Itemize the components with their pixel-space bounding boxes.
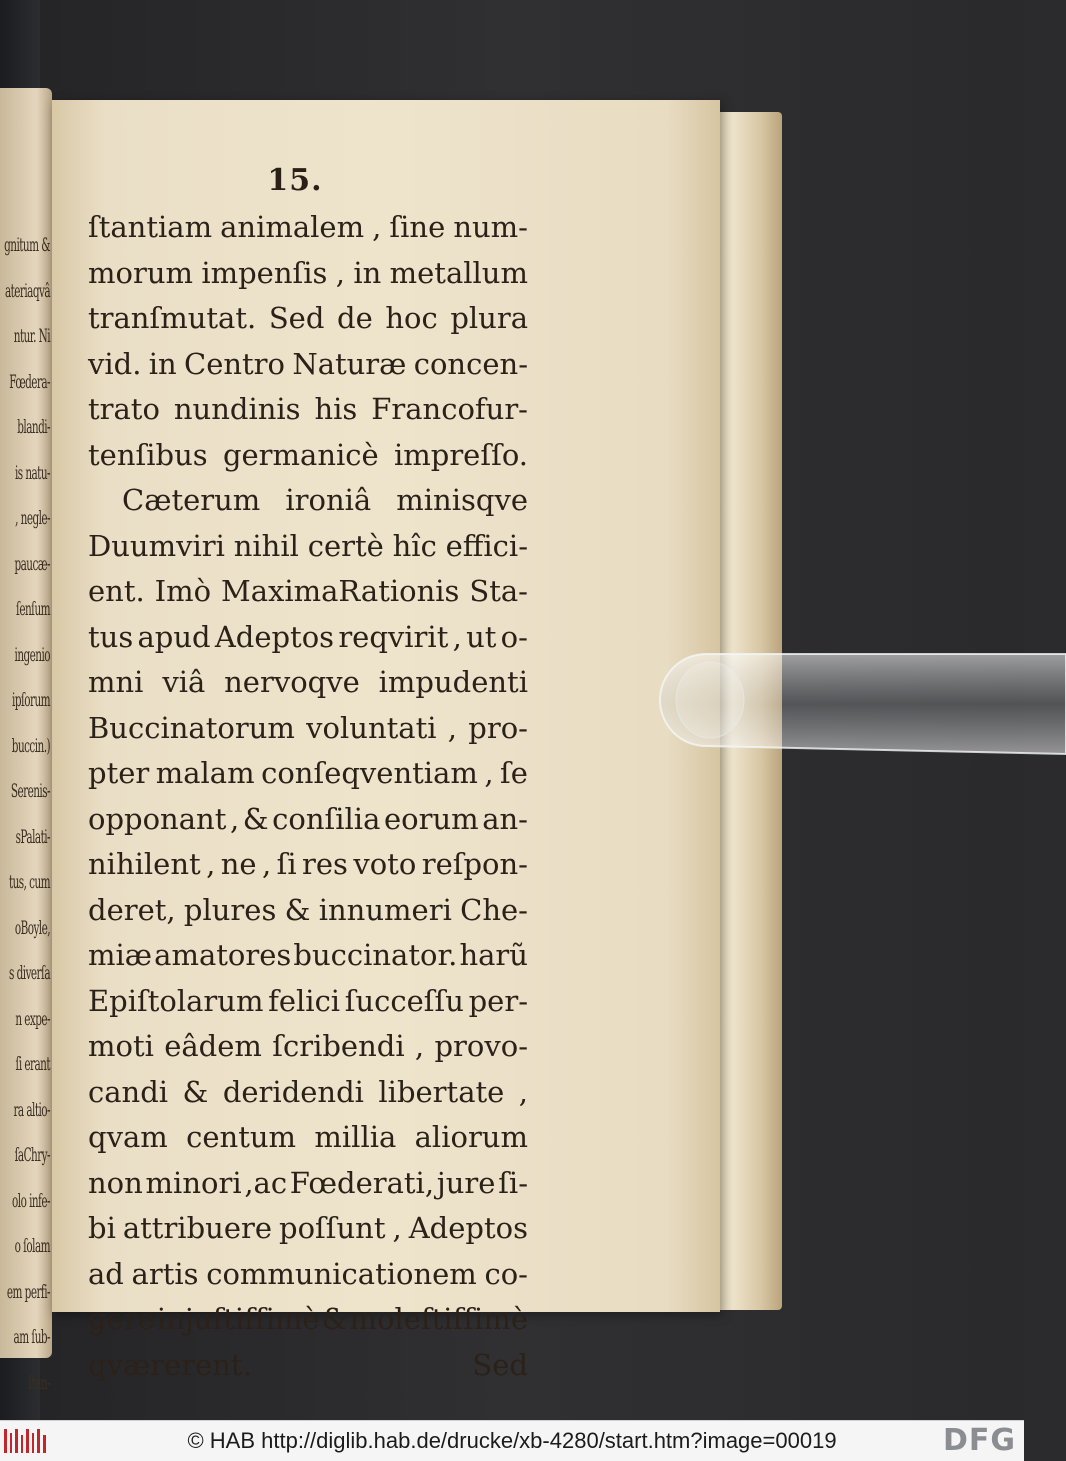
word: injuſtiſſimè [156,1302,320,1336]
word: harũ [459,938,528,972]
word: , [392,1211,402,1245]
word: attribuere [122,1211,273,1245]
word: , [414,1029,425,1063]
word: ſe [500,756,528,790]
word: provo- [434,1029,528,1063]
word: Epiſtolarum [88,983,264,1018]
left-page-line: olo infe- [12,1189,50,1212]
word: , [206,847,216,881]
word: reſpon- [421,847,528,881]
text-line-content [88,979,528,1025]
word: buccinator. [293,938,458,972]
word: MaximaRationis [221,574,460,608]
left-page-line: ipſorum [12,689,51,711]
word: jure [436,1165,496,1200]
text-line [88,433,528,479]
word: centum [186,1120,297,1154]
word: non [88,1165,143,1200]
word: poſſunt [279,1211,386,1245]
left-page-line: o ſolam [14,1235,50,1257]
word: tranſmutat. [88,301,257,335]
left-page-line: ntur. Ni [13,325,50,347]
word: ſi- [498,1165,528,1200]
text-line-content [88,205,528,251]
word: malam [155,756,255,790]
text-line [88,842,528,888]
word: ſi [276,847,297,881]
left-page-line: , negle- [15,507,50,529]
text-line-content [88,842,528,888]
word: nihil [233,528,299,563]
word: Buccinatorum [88,710,295,745]
text-line-content [88,251,528,297]
text-line-content [88,706,528,752]
word: Centro [184,346,286,381]
text-line [88,1297,528,1343]
text-line-content [88,433,528,479]
left-page-line: blandi- [17,416,50,438]
word: Duumviri [88,528,225,563]
left-page-line: is natu- [14,461,51,484]
word: minori [145,1165,242,1200]
word: Adeptos [408,1211,528,1245]
word: in [148,346,177,381]
text-line [88,1161,528,1207]
left-page-line: Serenis- [10,780,51,802]
word: eorum [383,801,479,836]
word: ent. [88,574,145,608]
left-page-line: oBoyle, [14,916,50,939]
word: amatores [154,938,292,972]
word: voto [353,847,417,881]
dfg-logo: DFG [942,1423,1016,1458]
text-line [88,1343,528,1389]
word: deret, [88,892,176,927]
left-page-line: ateriaqvâ [4,279,51,302]
word: innumeri [318,892,452,927]
word: nervoqve [224,665,360,699]
left-page-line: ſaChry- [14,1144,50,1166]
text-line-content [88,1297,528,1343]
text-line [88,615,528,661]
page-number: 15. [267,163,323,198]
left-page-line: sPalati- [15,825,51,848]
left-page-line: gnitum & [4,234,51,256]
source-link[interactable]: http://diglib.hab.de/drucke/xb-4280/start.htm?image=00019 [261,1428,837,1453]
text-line-content: qværerent. [88,1347,252,1382]
word: plures [183,892,277,927]
word: viâ [162,665,206,699]
word: deridendi [222,1074,364,1109]
word: qvam [88,1120,168,1154]
word: effici- [445,528,528,563]
text-line [88,478,528,524]
word: an- [482,801,528,836]
word: co- [484,1256,528,1291]
text-line [88,751,528,797]
text-line [88,660,528,706]
text-line-content [88,797,528,843]
word: millia [314,1120,397,1154]
word: ſucceſſu [344,983,464,1018]
text-line-content [88,524,528,570]
word: Naturæ [292,346,407,381]
word: eâdem [164,1029,262,1063]
text-line [88,1024,528,1070]
word: Fœderati, [289,1165,435,1200]
left-page-line: ſenſum [16,598,50,620]
word: impreſſo. [393,437,528,472]
word: communicationem [206,1256,477,1291]
page-text [88,205,528,1388]
left-page-line: tus, cum [8,871,50,893]
word: miæ [88,938,153,972]
word: Cæterum [122,483,261,517]
word: opponant [88,801,227,836]
text-line-content [122,478,528,524]
word: certè [307,528,384,563]
word: ne [220,847,257,881]
catchword: Sed [472,1347,528,1382]
word: pro- [468,710,528,745]
text-line-content [88,660,528,706]
word: res [302,847,348,881]
word: Adeptos [214,619,335,654]
word: Imò [154,574,212,608]
word: voluntati [306,710,437,745]
text-line [88,296,528,342]
left-page-line: paucæ- [14,552,51,575]
text-line [88,979,528,1025]
word: ſine [389,210,446,244]
viewer-footer [0,1420,1024,1461]
word: ut [466,619,497,654]
text-line-content [88,387,528,433]
text-line-content [88,569,528,615]
left-page-line: ſtan- [28,1371,50,1394]
left-page-line: ſi erant [15,1053,50,1075]
word: ironiâ [285,483,372,517]
word: o- [500,619,528,654]
glass-ruler-tool [666,646,1066,754]
word: num- [453,210,528,244]
word: hîc [392,528,437,563]
word: , [484,756,494,790]
left-page-fragment [0,88,52,1394]
word: per- [468,983,528,1018]
word: tus [88,619,134,654]
text-line-content [88,1115,528,1161]
word: , [518,1074,528,1109]
left-page-line: em perfi- [6,1280,51,1303]
word: , [335,255,345,290]
word: felici [268,983,341,1018]
word: ſtantiam [88,210,213,244]
word: concen- [413,346,528,381]
text-line [88,1115,528,1161]
text-line [88,888,528,934]
left-page-line: s diverſa [9,962,50,984]
word: vid. [88,346,142,381]
copyright-label: © HAB [187,1428,255,1453]
word: ſcribendi [272,1029,405,1063]
text-line [88,1252,528,1298]
word: candi [88,1074,169,1109]
word: impudenti [378,665,528,699]
word: trato [88,392,160,426]
word: tenſibus [88,437,208,472]
text-line-content [88,296,528,342]
word: & [284,892,311,927]
word: , [229,801,240,836]
word: his [314,392,358,426]
text-line [88,251,528,297]
word: & [321,1302,348,1336]
word: conſeqventiam [261,756,478,790]
text-line-content [88,888,528,934]
left-page-line: ra altio- [13,1098,50,1121]
word: in [353,255,382,290]
word: reqvirit [338,619,449,654]
text-line [88,706,528,752]
text-line [88,933,528,979]
word: plura [450,301,528,335]
word: ,ac [244,1165,288,1200]
left-page-line: Fœdera- [9,370,50,393]
left-page-line: am ſub- [13,1326,50,1348]
text-line [88,797,528,843]
word: & [242,801,269,836]
word: , [261,847,272,881]
word: gere [88,1302,155,1336]
word: pter [88,756,150,790]
word: nihilent [88,847,201,881]
word: Sta- [469,574,528,608]
footer-citation [0,1421,1024,1461]
word: , [372,210,382,244]
text-line-content [88,751,528,797]
text-line [88,342,528,388]
word: libertate [378,1074,505,1109]
word: nundinis [173,392,301,426]
word: Che- [460,892,528,927]
left-page-line: ingenio [14,643,50,666]
word: ad [88,1256,124,1291]
word: moti [88,1029,154,1063]
word: morum [88,255,193,290]
word: germanicè [222,437,379,472]
text-line [88,524,528,570]
word: conſilia [272,801,381,836]
word: , [452,619,462,654]
word: Sed [268,301,325,335]
word: bi [88,1211,116,1245]
left-page-line: buccin.) [11,734,50,757]
word: moleſtiſſimè [349,1302,528,1336]
word: apud [137,619,211,654]
word: artis [131,1256,199,1291]
word: Francofur- [371,392,528,426]
text-line-content [88,342,528,388]
word: impenſis [201,255,328,290]
text-line-content [88,1161,528,1207]
word: animalem [220,210,365,244]
text-line [88,569,528,615]
text-line [88,1070,528,1116]
word: minisqve [396,483,528,517]
text-line-content [88,933,528,979]
word: de [337,301,373,335]
word: & [182,1074,209,1109]
left-page-line: n expe- [15,1007,50,1030]
word: aliorum [414,1120,528,1154]
word: hoc [385,301,438,335]
text-line [88,387,528,433]
word: , [447,710,458,745]
text-line-content [88,615,528,661]
text-line-content [88,1070,528,1116]
word: metallum [389,255,528,290]
text-line [88,1206,528,1252]
text-line-content [88,1252,528,1298]
text-line-content [88,1206,528,1252]
text-line-content [88,1024,528,1070]
word: mni [88,665,144,699]
text-line [88,205,528,251]
